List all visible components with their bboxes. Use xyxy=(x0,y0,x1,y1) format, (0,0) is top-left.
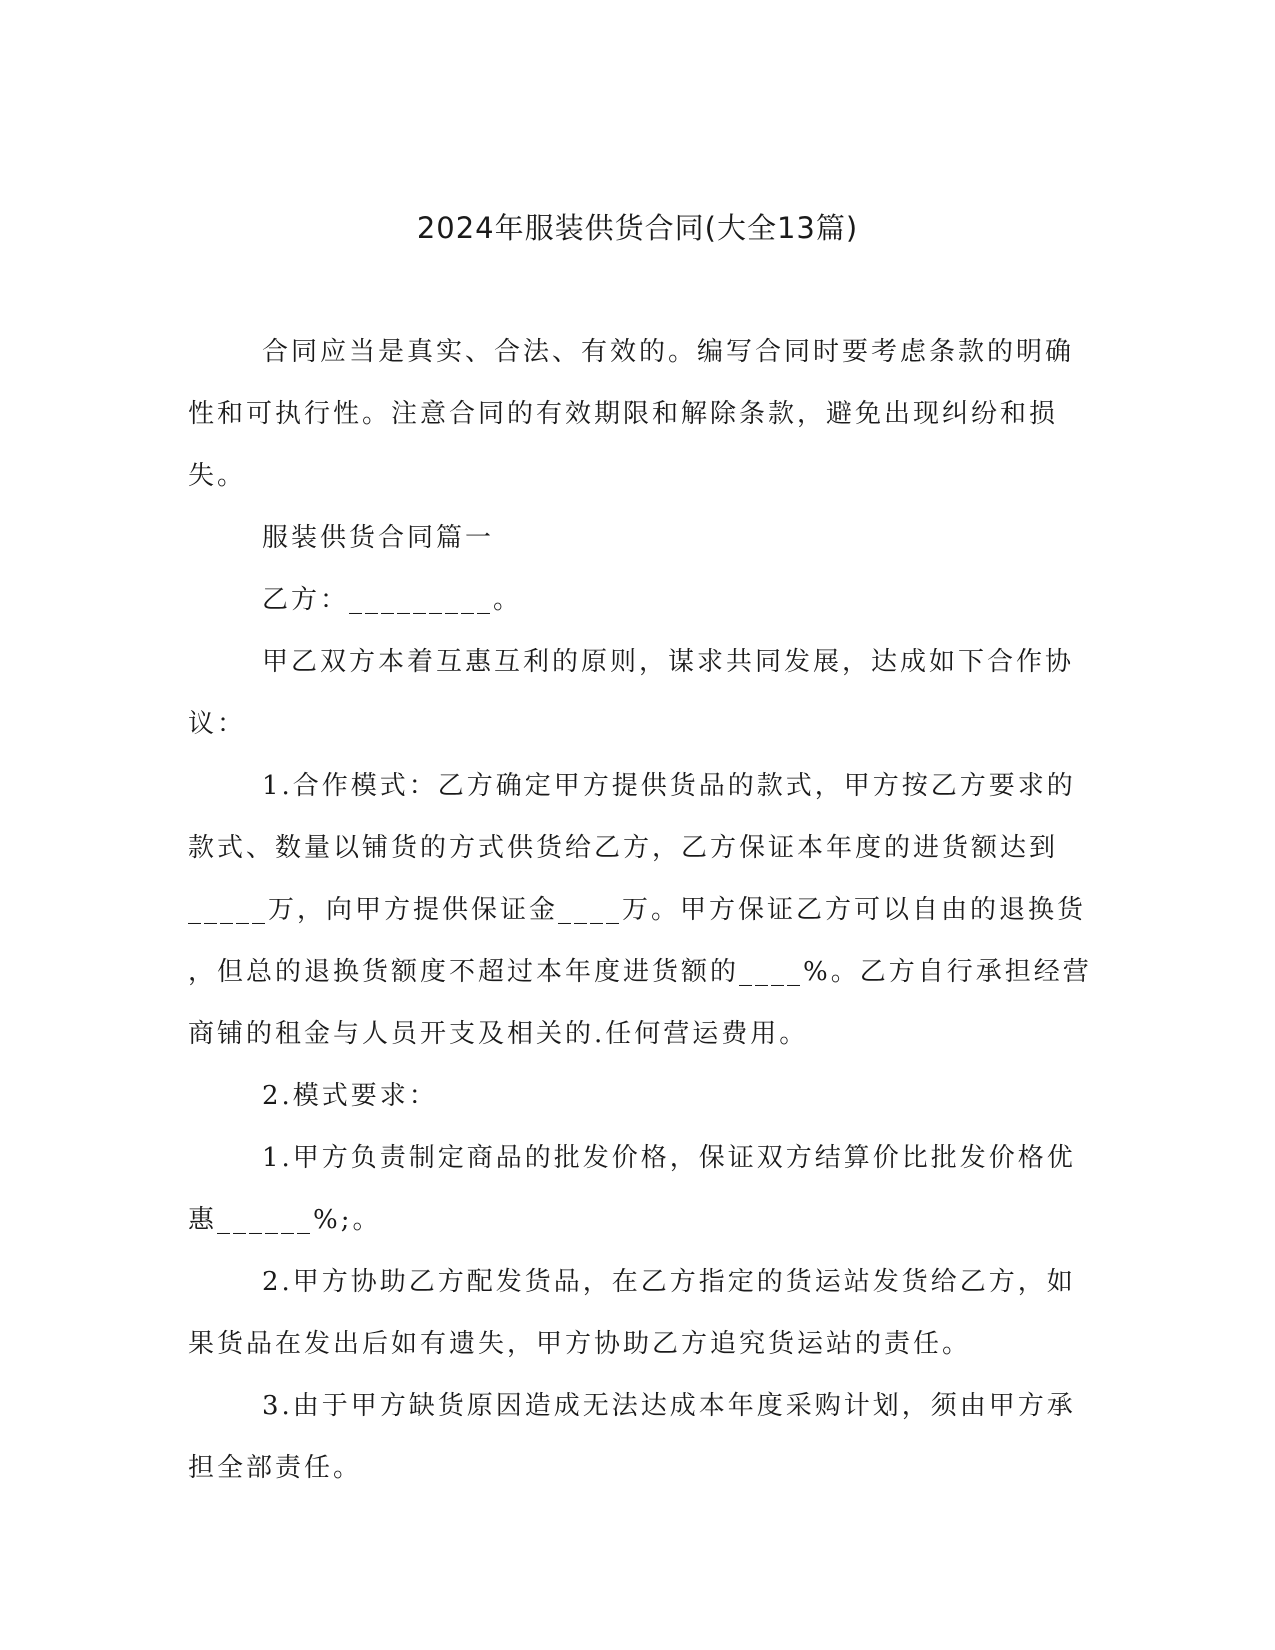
text-line: ，但总的退换货额度不超过本年度进货额的____%。乙方自行承担经营 xyxy=(188,957,1092,987)
text-line: 款式、数量以铺货的方式供货给乙方，乙方保证本年度的进货额达到 xyxy=(188,833,1059,863)
text-line: 2.甲方协助乙方配发货品，在乙方指定的货运站发货给乙方，如 xyxy=(262,1267,1076,1297)
text-line: 3.由于甲方缺货原因造成无法达成本年度采购计划，须由甲方承 xyxy=(262,1391,1076,1421)
text-line: 性和可执行性。注意合同的有效期限和解除条款，避免出现纠纷和损 xyxy=(188,399,1059,429)
text-line: 乙方：_________。 xyxy=(262,585,523,615)
section-heading xyxy=(188,507,1073,569)
text-line: 1.甲方负责制定商品的批发价格，保证双方结算价比批发价格优 xyxy=(262,1143,1076,1173)
text-line: 合同应当是真实、合法、有效的。编写合同时要考虑条款的明确 xyxy=(262,337,1075,367)
paragraph-clause-1 xyxy=(188,755,1092,1065)
text-line: 担全部责任。 xyxy=(188,1453,363,1483)
paragraph-intro xyxy=(188,321,1073,507)
paragraph-party-b xyxy=(188,569,1073,631)
text-line: 惠______%;。 xyxy=(188,1205,382,1235)
text-line: 1.合作模式：乙方确定甲方提供货品的款式，甲方按乙方要求的 xyxy=(262,771,1076,801)
text-line: 议： xyxy=(188,709,247,739)
text-line: 果货品在发出后如有遗失，甲方协助乙方追究货运站的责任。 xyxy=(188,1329,972,1359)
paragraph-clause-2 xyxy=(188,1065,1073,1127)
text-line: 商铺的租金与人员开支及相关的.任何营运费用。 xyxy=(188,1019,809,1049)
document-body xyxy=(188,321,1092,1499)
text-line: 甲乙双方本着互惠互利的原则，谋求共同发展，达成如下合作协 xyxy=(262,647,1075,677)
text-line: 服装供货合同篇一 xyxy=(262,523,495,553)
paragraph-clause-2-3 xyxy=(188,1375,1076,1499)
paragraph-clause-2-1 xyxy=(188,1127,1076,1251)
text-line: 失。 xyxy=(188,461,247,491)
paragraph-principle xyxy=(188,631,1073,755)
text-line: 2.模式要求： xyxy=(262,1081,438,1111)
text-line: _____万，向甲方提供保证金____万。甲方保证乙方可以自由的退换货 xyxy=(188,895,1087,925)
document-title: 2024年服装供货合同(大全13篇) xyxy=(416,211,859,245)
paragraph-clause-2-2 xyxy=(188,1251,1076,1375)
